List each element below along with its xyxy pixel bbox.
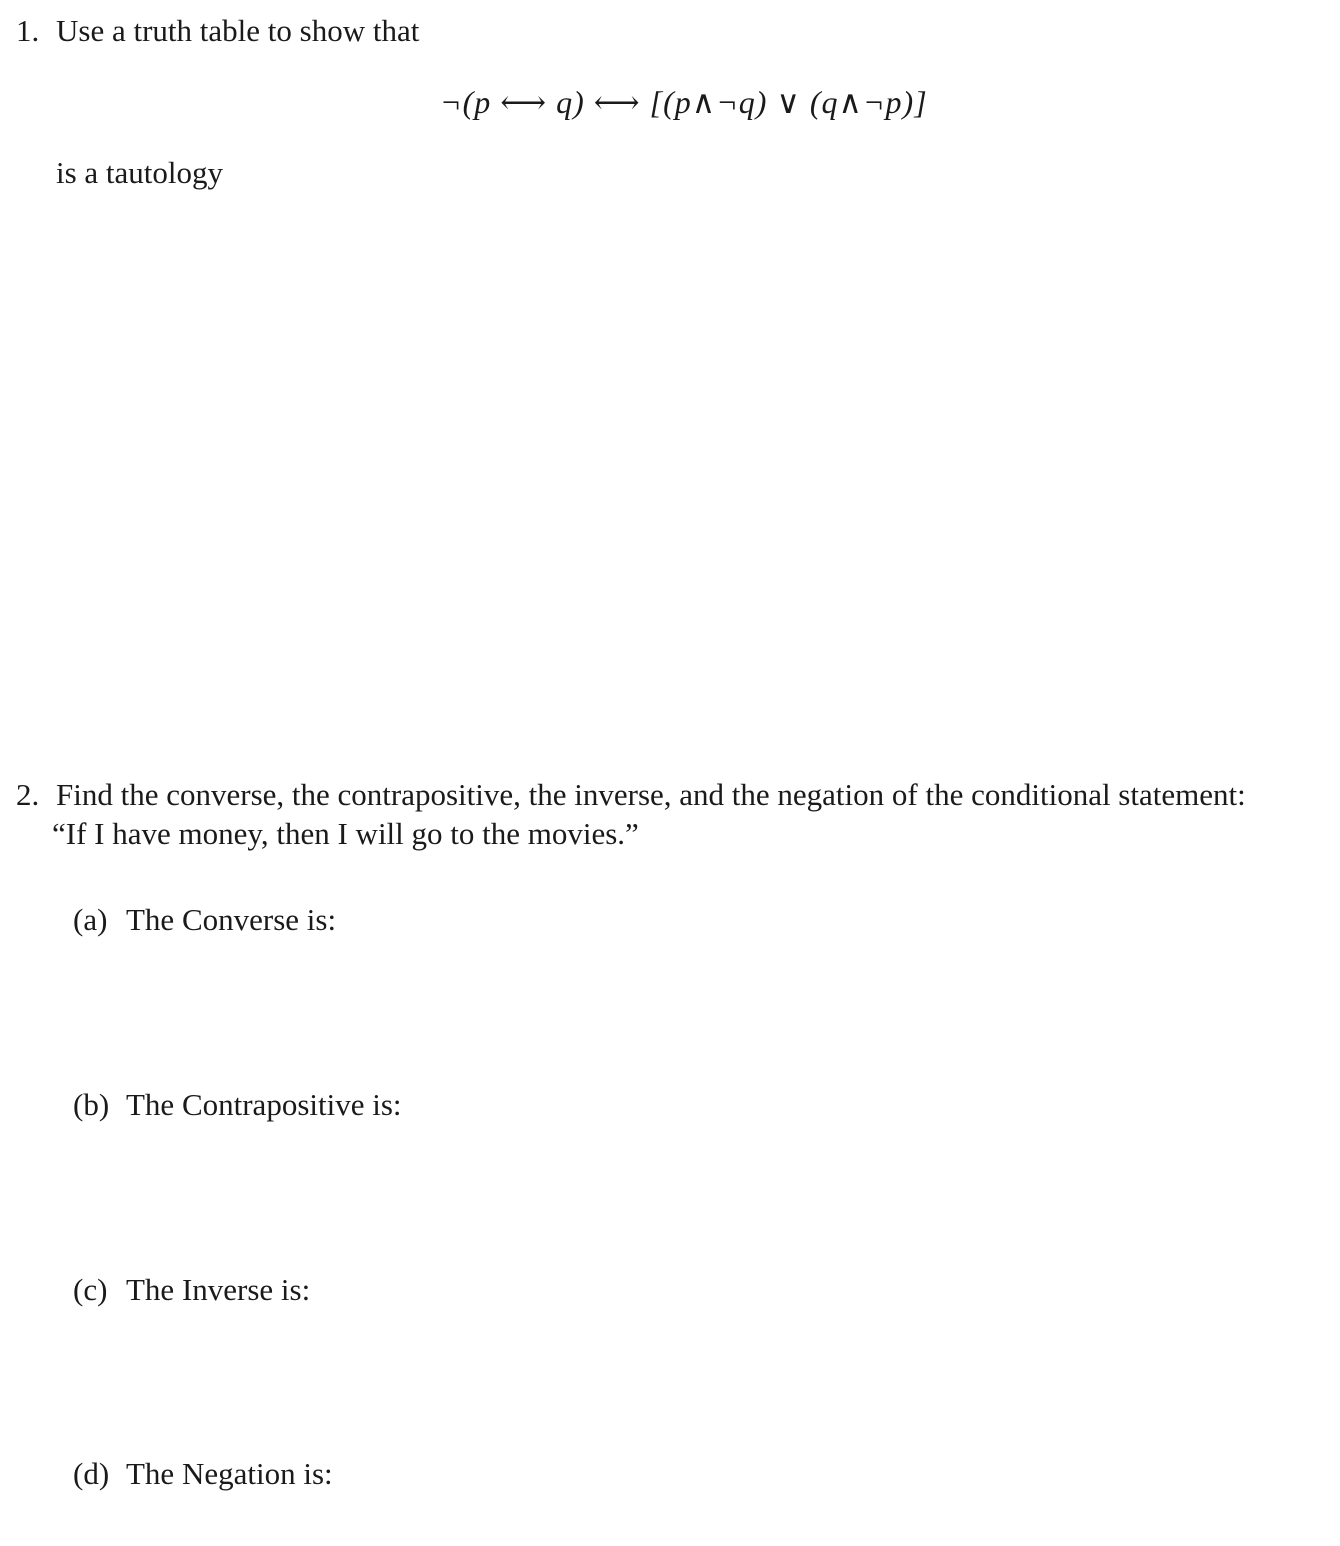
part-c xyxy=(73,1271,310,1309)
part-c-text: The Inverse is: xyxy=(126,1272,311,1307)
part-b-label: (b) xyxy=(73,1087,110,1122)
part-d-text: The Negation is: xyxy=(126,1456,333,1491)
part-b-text: The Contrapositive is: xyxy=(126,1087,402,1122)
part-c-label: (c) xyxy=(73,1272,108,1307)
part-d xyxy=(73,1455,333,1493)
problem-2-number: 2. xyxy=(16,777,40,812)
problem-2-prompt: Find the converse, the contrapositive, the inverse, and the negation of the conditional statement: xyxy=(56,777,1246,812)
problem-2-statement: “If I have money, then I will go to the movies.” xyxy=(52,816,639,851)
problem-1-heading xyxy=(16,12,419,50)
part-d-label: (d) xyxy=(73,1456,110,1491)
problem-1-prompt: Use a truth table to show that xyxy=(56,13,420,48)
part-a-text: The Converse is: xyxy=(126,902,337,937)
problem-2-heading xyxy=(16,776,1246,814)
part-b xyxy=(73,1086,402,1124)
part-a xyxy=(73,901,336,939)
problem-1-number: 1. xyxy=(16,13,40,48)
tautology-formula: ¬(p ⟷ q) ⟷ [(p∧¬q) ∨ (q∧¬p)] xyxy=(440,84,928,120)
part-a-label: (a) xyxy=(73,902,108,937)
problem-1-conclusion: is a tautology xyxy=(56,155,224,190)
